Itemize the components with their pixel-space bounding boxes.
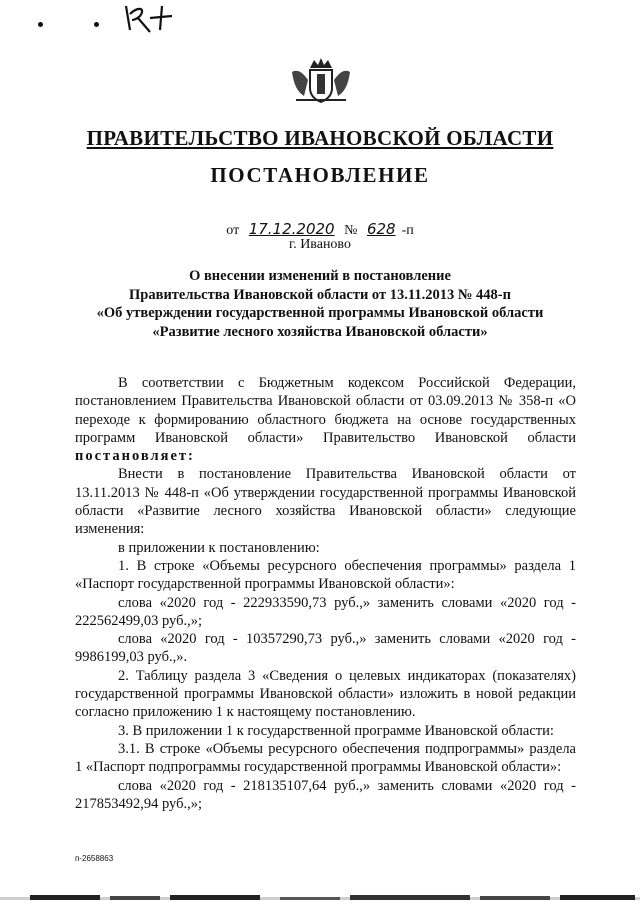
- paragraph-item-3: 3. В приложении 1 к государственной программе Ивановской области:: [118, 722, 554, 739]
- subject-line: «Развитие лесного хозяйства Ивановской области»: [152, 323, 488, 340]
- subject-line: О внесении изменений в постановление: [189, 268, 451, 284]
- paragraph-replace-2: слова «2020 год - 10357290,73 руб.,» заменить словами «2020 год - 9986199,03 руб.,».: [75, 631, 576, 666]
- number-prefix: №: [344, 223, 358, 238]
- paragraph-amendment: Внести в постановление Правительства Ивановской области от 13.11.2013 № 448-п «Об утверждении государственной программы Ивановской области «Развитие лесного хозяйства Ивановской области» следующие изменения:: [75, 466, 576, 538]
- document-subject: [60, 267, 580, 341]
- document-body: [75, 374, 576, 813]
- number-suffix: -п: [401, 223, 414, 238]
- paragraph-item-2: 2. Таблицу раздела 3 «Сведения о целевых индикаторах (показателях) государственной программы Ивановской области» изложить в новой редакции согласно приложению 1 к настоящему постановлению.: [75, 667, 576, 721]
- coat-of-arms-emblem: [288, 56, 354, 106]
- paragraph-annex: в приложении к постановлению:: [118, 539, 320, 556]
- handwritten-mark: [120, 2, 180, 42]
- paragraph-replace-1: слова «2020 год - 222933590,73 руб.,» заменить словами «2020 год - 222562499,03 руб.,»;: [75, 594, 576, 629]
- subject-line: «Об утверждении государственной программы Ивановской области: [96, 305, 544, 321]
- stray-dot: [38, 22, 43, 27]
- subject-line: Правительства Ивановской области от 13.11.2013 № 448-п: [129, 286, 511, 303]
- stray-dot: [94, 22, 99, 27]
- document-code: п-2658863: [75, 854, 114, 863]
- organization-title: ПРАВИТЕЛЬСТВО ИВАНОВСКОЙ ОБЛАСТИ: [86, 126, 554, 150]
- resolution-word: постановляет:: [75, 448, 195, 465]
- city-name: г. Иваново: [289, 237, 351, 252]
- scan-noise-strip: [0, 885, 640, 905]
- preamble-text: В соответствии с Бюджетным кодексом Российской Федерации, постановлением Правительства Ивановской области от 03.09.2013 № 358-п «О переходе к формированию областного бюджета на основе государственных программ Ивановской области» Правительство Ивановской области: [75, 375, 576, 446]
- handwritten-date: 17.12.2020: [248, 220, 335, 238]
- paragraph-item-3-1: 3.1. В строке «Объемы ресурсного обеспечения подпрограммы» раздела 1 «Паспорт подпрограммы государственной программы Ивановской области»:: [75, 740, 576, 776]
- paragraph-item-1: 1. В строке «Объемы ресурсного обеспечения программы» раздела 1 «Паспорт государственной программы Ивановской области»:: [75, 557, 576, 593]
- paragraph-preamble: [75, 374, 576, 465]
- handwritten-number: 628: [366, 220, 396, 238]
- date-prefix: от: [226, 223, 240, 238]
- paragraph-replace-3: слова «2020 год - 218135107,64 руб.,» заменить словами «2020 год - 217853492,94 руб.,»;: [75, 777, 576, 812]
- document-type-heading: ПОСТАНОВЛЕНИЕ: [210, 163, 430, 187]
